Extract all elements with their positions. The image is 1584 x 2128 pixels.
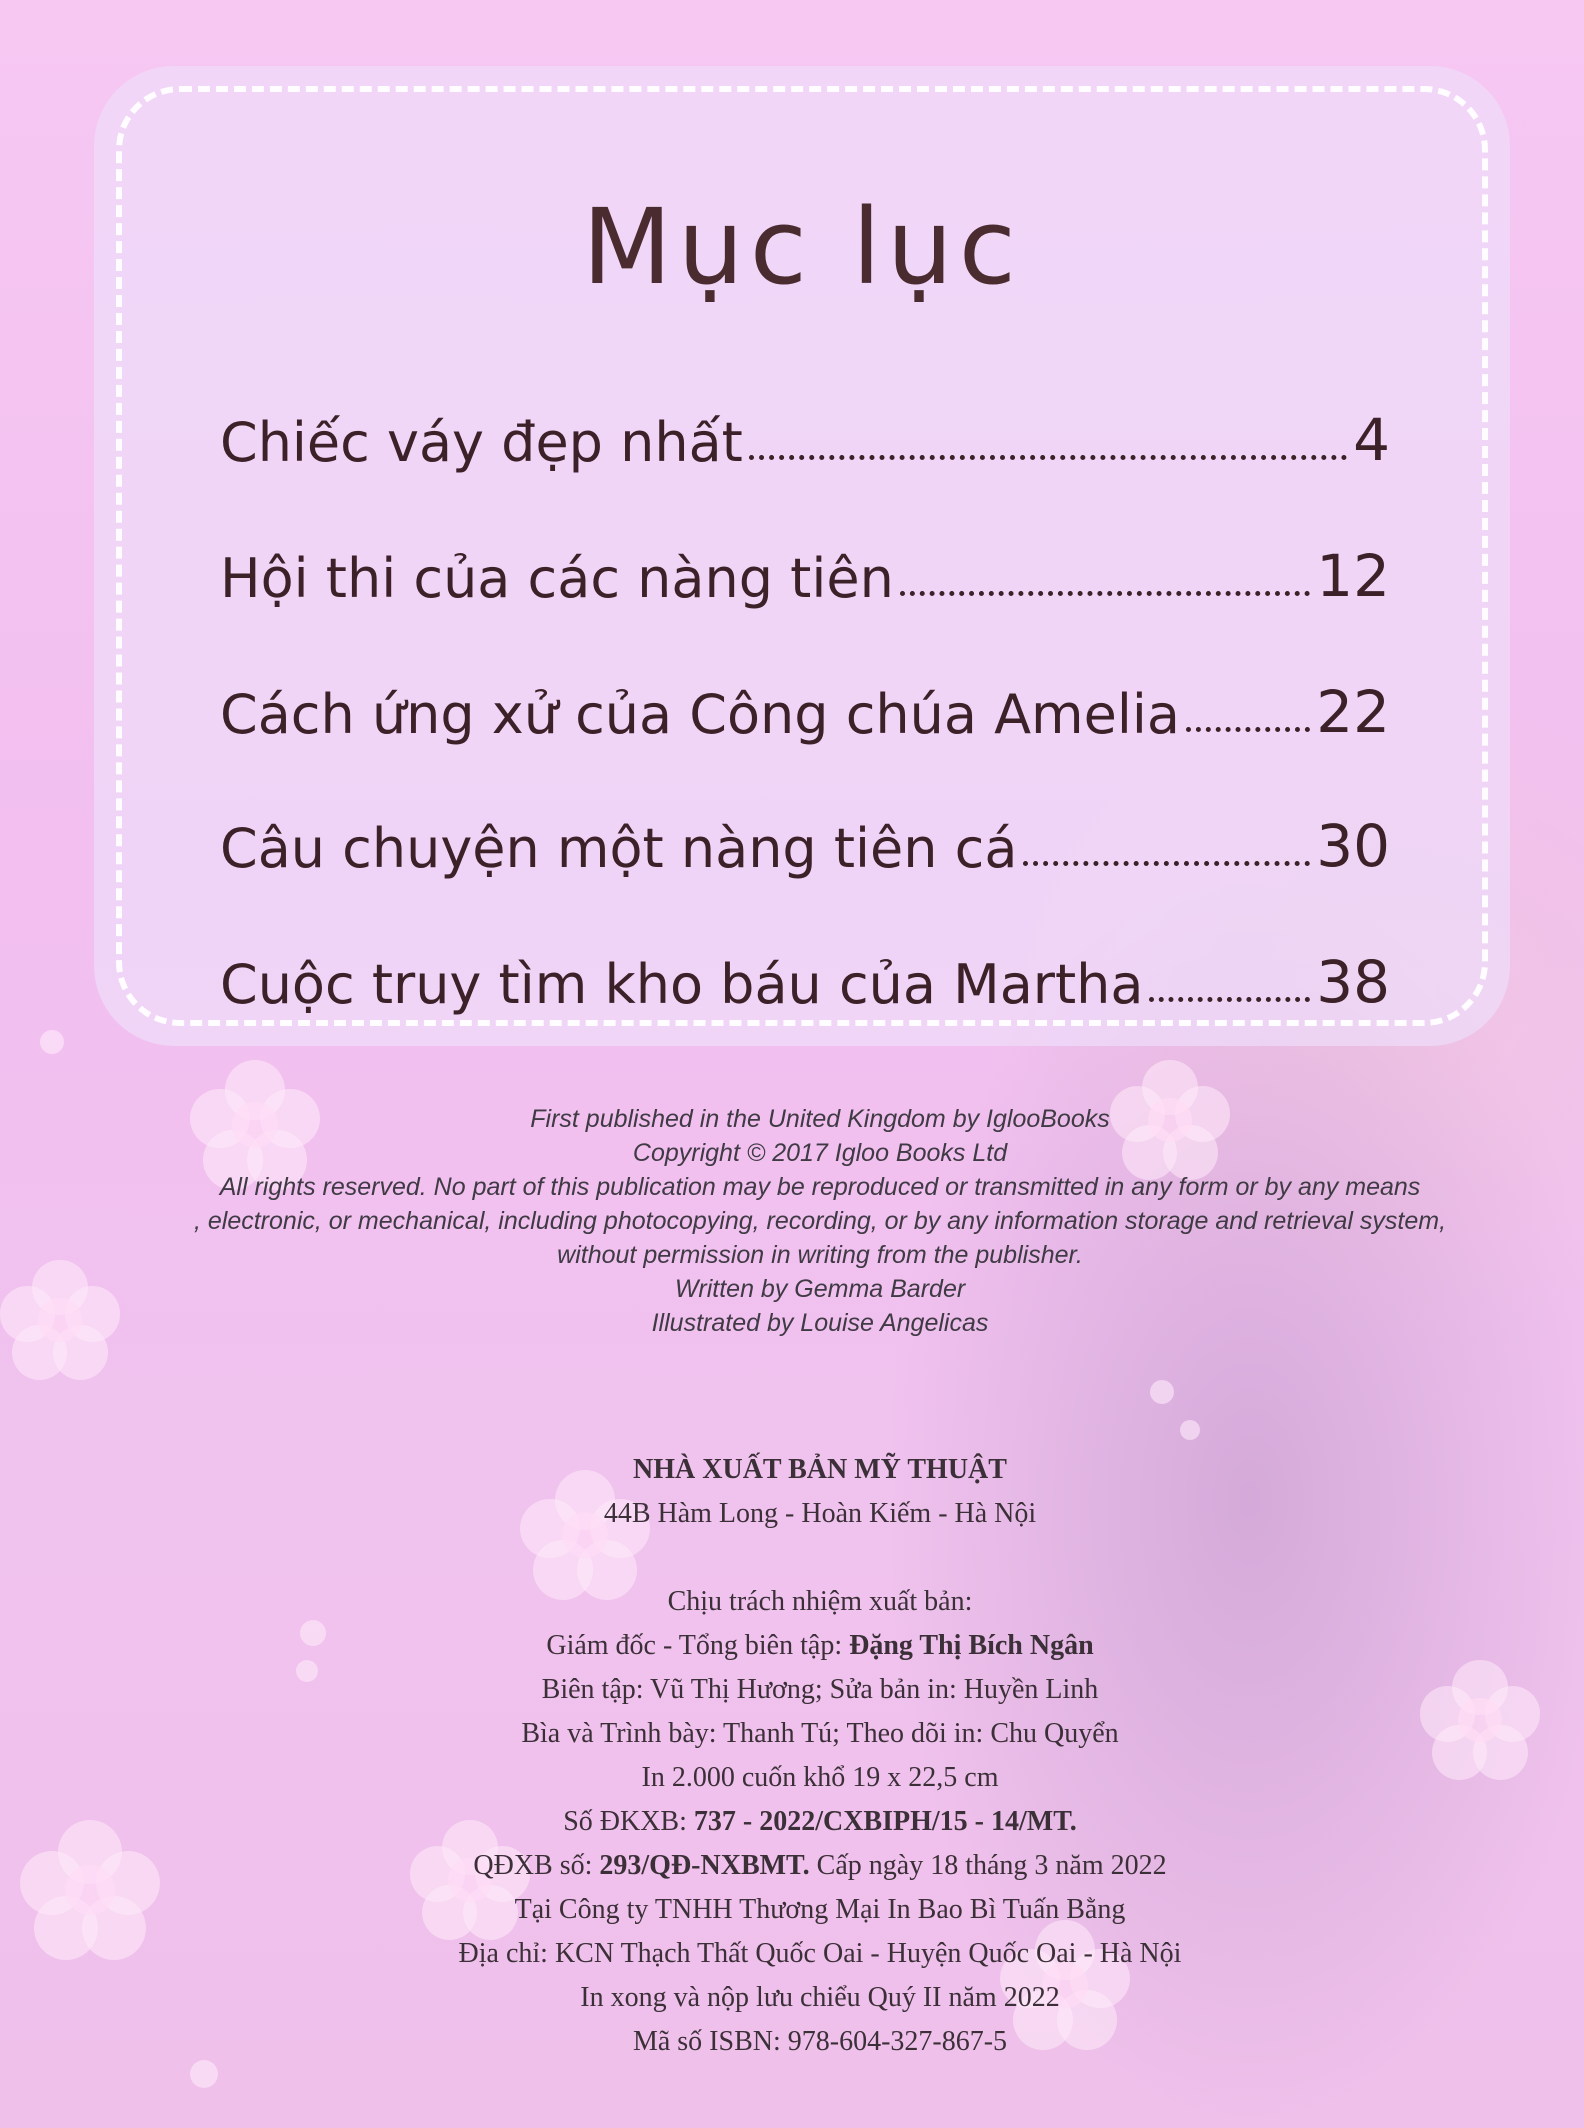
decorative-flower — [20, 1820, 160, 1960]
rights-line: without permission in writing from the publisher. — [557, 1241, 1083, 1269]
responsible-heading: Chịu trách nhiệm xuất bản: — [667, 1586, 973, 1617]
toc-entry-page: 30 — [1316, 812, 1390, 880]
toc-entry-page: 22 — [1316, 678, 1390, 746]
toc-entry — [220, 790, 1390, 880]
toc-entry-label: Cách ứng xử của Công chúa Amelia — [220, 683, 1180, 746]
dot-leader — [1186, 727, 1310, 732]
toc-entry-label: Câu chuyện một nàng tiên cá — [220, 817, 1018, 880]
dot-leader — [1149, 997, 1310, 1002]
dot-leader — [900, 591, 1310, 596]
decorative-dot — [1150, 1380, 1174, 1404]
toc-entry — [220, 926, 1390, 1016]
author-line: Written by Gemma Barder — [674, 1275, 966, 1303]
cover-line: Bìa và Trình bày: Thanh Tú; Theo dõi in: Chu Quyển — [521, 1718, 1119, 1749]
toc-entry-label: Hội thi của các nàng tiên — [220, 547, 894, 610]
publisher-address: 44B Hàm Long - Hoàn Kiếm - Hà Nội — [603, 1498, 1037, 1529]
decorative-dot — [190, 2060, 218, 2088]
printer-address-line: Địa chỉ: KCN Thạch Thất Quốc Oai - Huyện Quốc Oai - Hà Nội — [458, 1938, 1182, 1969]
dot-leader — [1023, 861, 1310, 866]
toc-title: Mục lục — [582, 186, 1022, 308]
deposit-line: In xong và nộp lưu chiểu Quý II năm 2022 — [580, 1982, 1060, 2013]
first-published-line: First published in the United Kingdom by IglooBooks — [530, 1105, 1110, 1133]
illustrator-line: Illustrated by Louise Angelicas — [651, 1309, 989, 1337]
decorative-flower — [1420, 1660, 1540, 1780]
table-of-contents — [94, 66, 1510, 1046]
credits-block — [140, 1102, 1500, 1340]
decorative-flower — [0, 1260, 120, 1380]
publisher-name: NHÀ XUẤT BẢN MỸ THUẬT — [633, 1454, 1007, 1485]
decorative-dot — [40, 1030, 64, 1054]
isbn-line: Mã số ISBN: 978-604-327-867-5 — [632, 2026, 1008, 2057]
decision-line: QĐXB số: 293/QĐ-NXBMT. Cấp ngày 18 tháng 3 năm 2022 — [473, 1850, 1167, 1881]
toc-entry — [220, 384, 1390, 474]
rights-line: All rights reserved. No part of this publication may be reproduced or transmitted in any form or by any means — [219, 1173, 1421, 1201]
copyright-line: Copyright © 2017 Igloo Books Ltd — [632, 1139, 1008, 1167]
toc-entry-page: 4 — [1353, 406, 1390, 474]
registration-line: Số ĐKXB: 737 - 2022/CXBIPH/15 - 14/MT. — [563, 1806, 1077, 1837]
director-line: Giám đốc - Tổng biên tập: Đặng Thị Bích Ngân — [546, 1630, 1094, 1661]
publisher-imprint — [300, 1448, 1340, 2064]
toc-entry — [220, 520, 1390, 610]
editor-line: Biên tập: Vũ Thị Hương; Sửa bản in: Huyền Linh — [541, 1674, 1099, 1705]
toc-entry-page: 38 — [1316, 948, 1390, 1016]
printer-line: Tại Công ty TNHH Thương Mại In Bao Bì Tuấn Bằng — [514, 1894, 1126, 1925]
toc-entry-label: Chiếc váy đẹp nhất — [220, 411, 743, 474]
rights-line: , electronic, or mechanical, including photocopying, recording, or by any information storage and retrieval system, — [193, 1207, 1447, 1235]
print-run-line: In 2.000 cuốn khổ 19 x 22,5 cm — [641, 1762, 999, 1793]
toc-entry — [220, 656, 1390, 746]
decorative-dot — [1180, 1420, 1200, 1440]
toc-entry-label: Cuộc truy tìm kho báu của Martha — [220, 953, 1144, 1016]
dot-leader — [749, 455, 1347, 460]
toc-entry-page: 12 — [1316, 542, 1390, 610]
